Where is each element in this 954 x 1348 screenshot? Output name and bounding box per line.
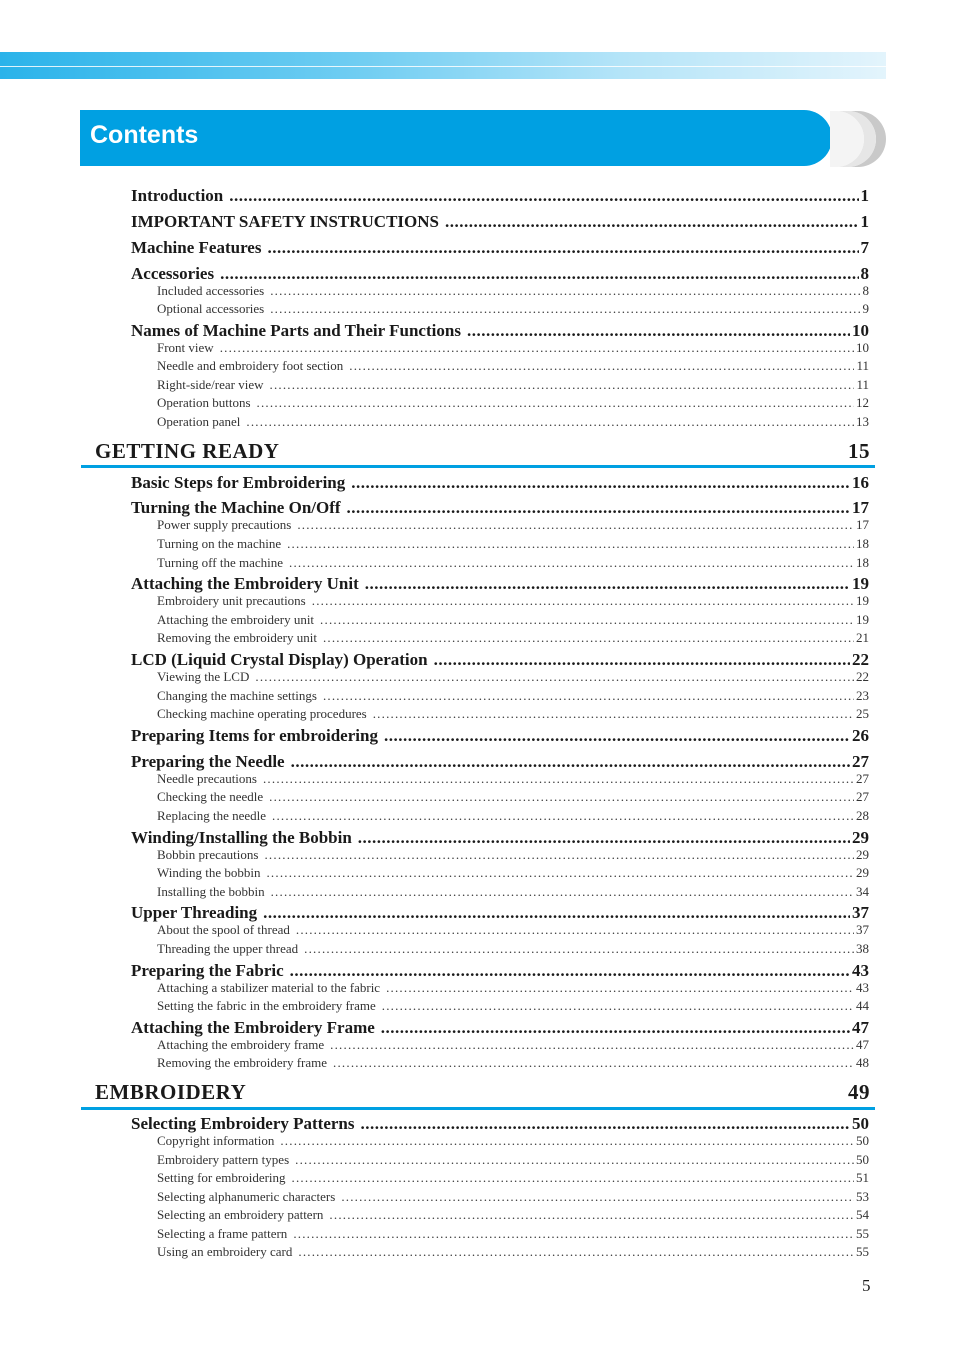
dot-leader bbox=[384, 726, 850, 746]
dot-leader bbox=[229, 186, 858, 206]
toc-entry-title: Basic Steps for Embroidering bbox=[131, 473, 346, 492]
toc-entry-title: Attaching the Embroidery Unit bbox=[131, 574, 359, 593]
dot-leader bbox=[257, 395, 854, 411]
dot-leader bbox=[295, 1152, 854, 1168]
toc-subentry[interactable] bbox=[157, 593, 869, 609]
toc-entry-title: Selecting Embroidery Patterns bbox=[131, 1114, 355, 1133]
toc-entry-title: Attaching a stabilizer material to the fabric bbox=[157, 980, 381, 995]
toc-entry-title: Checking machine operating procedures bbox=[157, 706, 367, 721]
toc-entry-page: 53 bbox=[856, 1189, 869, 1204]
toc-subentry[interactable] bbox=[157, 1133, 869, 1149]
toc-entry-title: Selecting alphanumeric characters bbox=[157, 1189, 336, 1204]
toc-subentry[interactable] bbox=[157, 706, 869, 722]
toc-entry-page: 43 bbox=[856, 980, 869, 995]
toc-entry-title: Preparing the Needle bbox=[131, 752, 285, 771]
toc-entry[interactable] bbox=[131, 186, 869, 206]
dot-leader bbox=[320, 612, 854, 628]
toc-entry[interactable] bbox=[131, 473, 869, 493]
toc-entry-page: 22 bbox=[856, 669, 869, 684]
toc-entry-page: 19 bbox=[852, 574, 869, 593]
toc-entry-title: Right-side/rear view bbox=[157, 377, 264, 392]
toc-entry-page: 27 bbox=[856, 771, 869, 786]
toc-entry[interactable] bbox=[131, 264, 869, 284]
toc-entry-title: Threading the upper thread bbox=[157, 941, 299, 956]
toc-entry-page: 37 bbox=[856, 922, 869, 937]
toc-entry[interactable] bbox=[131, 321, 869, 341]
toc-entry[interactable] bbox=[131, 498, 869, 518]
dot-leader bbox=[312, 593, 854, 609]
toc-entry-title: Accessories bbox=[131, 264, 215, 283]
dot-leader bbox=[445, 212, 859, 232]
toc-entry-title: Turning off the machine bbox=[157, 555, 284, 570]
toc-entry-page: 26 bbox=[852, 726, 869, 745]
toc-entry-title: Needle precautions bbox=[157, 771, 257, 786]
dot-leader bbox=[330, 1037, 854, 1053]
toc-entry-title: LCD (Liquid Crystal Display) Operation bbox=[131, 650, 428, 669]
toc-entry-page: 25 bbox=[856, 706, 869, 721]
dot-leader bbox=[297, 517, 854, 533]
dot-leader bbox=[333, 1055, 854, 1071]
toc-entry-page: 11 bbox=[856, 358, 869, 373]
dot-leader bbox=[291, 752, 850, 772]
toc-subentry[interactable] bbox=[157, 1244, 869, 1260]
toc-subentry[interactable] bbox=[157, 771, 869, 787]
toc-entry[interactable] bbox=[131, 238, 869, 258]
toc-entry-title: Removing the embroidery unit bbox=[157, 630, 317, 645]
toc-entry-page: 16 bbox=[852, 473, 869, 492]
section-heading[interactable] bbox=[95, 439, 870, 464]
toc-subentry[interactable] bbox=[157, 789, 869, 805]
toc-entry-page: 8 bbox=[860, 264, 869, 283]
toc-subentry[interactable] bbox=[157, 1055, 869, 1071]
dot-leader bbox=[293, 1226, 854, 1242]
toc-subentry[interactable] bbox=[157, 688, 869, 704]
dot-leader bbox=[266, 865, 854, 881]
toc-entry-page: 12 bbox=[856, 395, 869, 410]
toc-entry-title: Preparing Items for embroidering bbox=[131, 726, 378, 745]
toc-subentry[interactable] bbox=[157, 847, 869, 863]
toc-entry-title: Optional accessories bbox=[157, 301, 265, 316]
toc-entry-page: 18 bbox=[856, 555, 869, 570]
section-page: 15 bbox=[848, 439, 870, 463]
toc-entry-page: 27 bbox=[856, 789, 869, 804]
toc-entry-title: Embroidery unit precautions bbox=[157, 593, 306, 608]
toc-entry-page: 18 bbox=[856, 536, 869, 551]
dot-leader bbox=[341, 1189, 854, 1205]
toc-entry-page: 21 bbox=[856, 630, 869, 645]
toc-entry-title: Viewing the LCD bbox=[157, 669, 250, 684]
dot-leader bbox=[365, 574, 850, 594]
dot-leader bbox=[373, 706, 854, 722]
toc-entry-page: 1 bbox=[860, 212, 869, 231]
toc-subentry[interactable] bbox=[157, 1170, 869, 1186]
toc-entry[interactable] bbox=[131, 212, 869, 232]
dot-leader bbox=[360, 1114, 850, 1134]
dot-leader bbox=[220, 340, 854, 356]
dot-leader bbox=[292, 1170, 854, 1186]
toc-entry-title: Upper Threading bbox=[131, 903, 258, 922]
dot-leader bbox=[296, 922, 854, 938]
dot-leader bbox=[290, 961, 850, 981]
toc-entry-title: Introduction bbox=[131, 186, 224, 205]
toc-entry-title: Preparing the Fabric bbox=[131, 961, 284, 980]
toc-entry-page: 34 bbox=[856, 884, 869, 899]
toc-entry-page: 22 bbox=[852, 650, 869, 669]
toc-entry-title: Selecting an embroidery pattern bbox=[157, 1207, 324, 1222]
dot-leader bbox=[349, 358, 854, 374]
toc-entry-page: 50 bbox=[852, 1114, 869, 1133]
toc-entry-page: 44 bbox=[856, 998, 869, 1013]
toc-subentry[interactable] bbox=[157, 808, 869, 824]
toc-entry[interactable] bbox=[131, 961, 869, 981]
dot-leader bbox=[270, 377, 855, 393]
toc-entry-title: Machine Features bbox=[131, 238, 262, 257]
toc-entry-title: Winding the bobbin bbox=[157, 865, 261, 880]
toc-entry-page: 1 bbox=[860, 186, 869, 205]
toc-entry-title: Using an embroidery card bbox=[157, 1244, 293, 1259]
dot-leader bbox=[246, 414, 854, 430]
toc-entry[interactable] bbox=[131, 726, 869, 746]
toc-subentry[interactable] bbox=[157, 301, 869, 317]
toc-subentry[interactable] bbox=[157, 1037, 869, 1053]
toc-entry-title: Included accessories bbox=[157, 283, 265, 298]
toc-entry-page: 10 bbox=[856, 340, 869, 355]
dot-leader bbox=[272, 808, 854, 824]
section-rule bbox=[81, 1107, 875, 1110]
dot-leader bbox=[434, 650, 850, 670]
toc-entry-page: 47 bbox=[852, 1018, 869, 1037]
section-page: 49 bbox=[848, 1080, 870, 1104]
toc-entry-page: 13 bbox=[856, 414, 869, 429]
toc-entry[interactable] bbox=[131, 1018, 869, 1038]
section-title: EMBROIDERY bbox=[95, 1080, 247, 1104]
toc-subentry[interactable] bbox=[157, 612, 869, 628]
toc-subentry[interactable] bbox=[157, 922, 869, 938]
toc-entry-title: Names of Machine Parts and Their Functions bbox=[131, 321, 461, 340]
toc-subentry[interactable] bbox=[157, 377, 869, 393]
toc-entry-page: 17 bbox=[852, 498, 869, 517]
dot-leader bbox=[329, 1207, 854, 1223]
toc-entry-page: 37 bbox=[852, 903, 869, 922]
toc-entry-title: Operation buttons bbox=[157, 395, 251, 410]
toc-subentry[interactable] bbox=[157, 414, 869, 430]
toc-entry-page: 47 bbox=[856, 1037, 869, 1052]
dot-leader bbox=[270, 301, 860, 317]
dot-leader bbox=[271, 884, 854, 900]
toc-entry-title: Attaching the embroidery frame bbox=[157, 1037, 325, 1052]
dot-leader bbox=[386, 980, 854, 996]
dot-leader bbox=[280, 1133, 854, 1149]
dot-leader bbox=[270, 283, 860, 299]
dot-leader bbox=[220, 264, 858, 284]
toc-subentry[interactable] bbox=[157, 536, 869, 552]
toc-entry-title: Operation panel bbox=[157, 414, 241, 429]
toc-entry-title: Winding/Installing the Bobbin bbox=[131, 828, 352, 847]
toc-subentry[interactable] bbox=[157, 630, 869, 646]
toc-entry-title: About the spool of thread bbox=[157, 922, 290, 937]
toc-entry-title: Setting for embroidering bbox=[157, 1170, 286, 1185]
toc-subentry[interactable] bbox=[157, 1189, 869, 1205]
toc-subentry[interactable] bbox=[157, 1226, 869, 1242]
dot-leader bbox=[298, 1244, 854, 1260]
dot-leader bbox=[267, 238, 858, 258]
toc-entry-title: Replacing the needle bbox=[157, 808, 267, 823]
dot-leader bbox=[347, 498, 850, 518]
toc-entry-title: Setting the fabric in the embroidery frame bbox=[157, 998, 376, 1013]
toc-entry-page: 19 bbox=[856, 593, 869, 608]
toc-entry-page: 50 bbox=[856, 1152, 869, 1167]
toc-entry-title: Removing the embroidery frame bbox=[157, 1055, 328, 1070]
toc-subentry[interactable] bbox=[157, 395, 869, 411]
toc-entry-page: 8 bbox=[862, 283, 869, 298]
dot-leader bbox=[323, 688, 854, 704]
toc-subentry[interactable] bbox=[157, 941, 869, 957]
toc-entry-title: Changing the machine settings bbox=[157, 688, 317, 703]
toc-subentry[interactable] bbox=[157, 980, 869, 996]
toc-subentry[interactable] bbox=[157, 884, 869, 900]
toc-entry-title: Power supply precautions bbox=[157, 517, 292, 532]
section-title: GETTING READY bbox=[95, 439, 280, 463]
toc-entry-page: 50 bbox=[856, 1133, 869, 1148]
toc-entry[interactable] bbox=[131, 650, 869, 670]
toc-entry-title: Copyright information bbox=[157, 1133, 275, 1148]
toc-entry-page: 17 bbox=[856, 517, 869, 532]
toc-entry-title: Embroidery pattern types bbox=[157, 1152, 290, 1167]
toc-entry-title: Checking the needle bbox=[157, 789, 264, 804]
toc-entry-page: 29 bbox=[852, 828, 869, 847]
dot-leader bbox=[382, 998, 854, 1014]
dot-leader bbox=[467, 321, 850, 341]
toc-entry-page: 43 bbox=[852, 961, 869, 980]
toc-entry-page: 19 bbox=[856, 612, 869, 627]
toc-entry-title: Turning the Machine On/Off bbox=[131, 498, 341, 517]
toc-entry-title: Needle and embroidery foot section bbox=[157, 358, 344, 373]
toc-entry-page: 23 bbox=[856, 688, 869, 703]
dot-leader bbox=[351, 473, 850, 493]
toc-entry-page: 48 bbox=[856, 1055, 869, 1070]
toc-entry-title: Selecting a frame pattern bbox=[157, 1226, 288, 1241]
toc-subentry[interactable] bbox=[157, 1152, 869, 1168]
toc-subentry[interactable] bbox=[157, 358, 869, 374]
toc-entry-title: Attaching the Embroidery Frame bbox=[131, 1018, 375, 1037]
dot-leader bbox=[269, 789, 854, 805]
toc-subentry[interactable] bbox=[157, 340, 869, 356]
toc-subentry[interactable] bbox=[157, 669, 869, 685]
dot-leader bbox=[263, 771, 854, 787]
toc-entry-page: 11 bbox=[856, 377, 869, 392]
toc-entry-page: 55 bbox=[856, 1226, 869, 1241]
toc-entry-title: Turning on the machine bbox=[157, 536, 282, 551]
toc-subentry[interactable] bbox=[157, 998, 869, 1014]
dot-leader bbox=[287, 536, 854, 552]
toc-entry-title: Installing the bobbin bbox=[157, 884, 265, 899]
dot-leader bbox=[263, 903, 850, 923]
toc-entry-title: Attaching the embroidery unit bbox=[157, 612, 315, 627]
toc-entry[interactable] bbox=[131, 903, 869, 923]
toc-entry-page: 38 bbox=[856, 941, 869, 956]
toc-entry-title: Front view bbox=[157, 340, 214, 355]
toc-subentry[interactable] bbox=[157, 1207, 869, 1223]
dot-leader bbox=[255, 669, 854, 685]
dot-leader bbox=[358, 828, 850, 848]
toc-entry-title: IMPORTANT SAFETY INSTRUCTIONS bbox=[131, 212, 439, 231]
section-rule bbox=[81, 465, 875, 468]
toc-entry[interactable] bbox=[131, 752, 869, 772]
toc-subentry[interactable] bbox=[157, 555, 869, 571]
toc-entry-page: 54 bbox=[856, 1207, 869, 1222]
section-heading[interactable] bbox=[95, 1080, 870, 1105]
toc-entry-page: 29 bbox=[856, 865, 869, 880]
toc-entry-page: 51 bbox=[856, 1170, 869, 1185]
page-number: 5 bbox=[862, 1276, 871, 1295]
toc-entry-page: 27 bbox=[852, 752, 869, 771]
dot-leader bbox=[264, 847, 854, 863]
toc-subentry[interactable] bbox=[157, 517, 869, 533]
toc-entry-page: 10 bbox=[852, 321, 869, 340]
toc-entry-title: Bobbin precautions bbox=[157, 847, 259, 862]
toc-entry-page: 28 bbox=[856, 808, 869, 823]
toc-entry-page: 7 bbox=[860, 238, 869, 257]
toc-entry-page: 55 bbox=[856, 1244, 869, 1259]
dot-leader bbox=[323, 630, 854, 646]
toc-entry-page: 29 bbox=[856, 847, 869, 862]
page-title: Contents bbox=[90, 121, 199, 149]
toc-entry-page: 9 bbox=[862, 301, 869, 316]
toc-entry[interactable] bbox=[131, 574, 869, 594]
dot-leader bbox=[381, 1018, 850, 1038]
dot-leader bbox=[304, 941, 854, 957]
toc-subentry[interactable] bbox=[157, 283, 869, 299]
toc-entry[interactable] bbox=[131, 828, 869, 848]
dot-leader bbox=[289, 555, 854, 571]
toc-entry[interactable] bbox=[131, 1114, 869, 1134]
toc-subentry[interactable] bbox=[157, 865, 869, 881]
